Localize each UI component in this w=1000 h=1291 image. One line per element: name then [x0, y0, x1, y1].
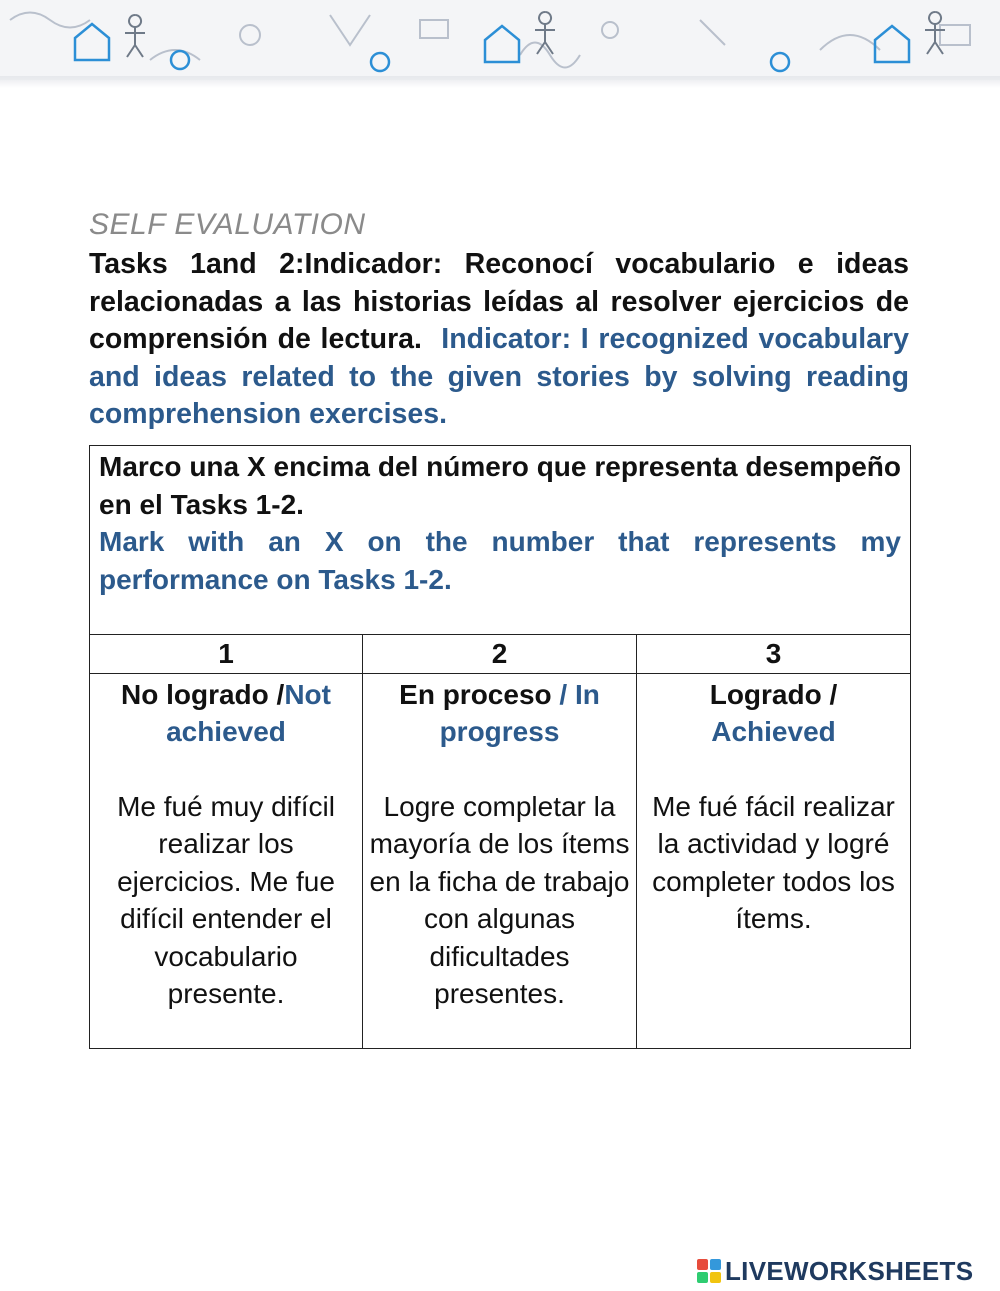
level-cell-2 — [363, 673, 637, 1048]
indicator-paragraph — [89, 246, 909, 434]
level-label-es: En proceso — [399, 678, 552, 710]
decorative-banner — [0, 0, 1000, 80]
instructions-cell — [90, 446, 911, 635]
level-label-en: Not achieved — [166, 678, 331, 747]
instructions-english: Mark with an X on the number that represents my performance on Tasks 1-2. — [99, 526, 901, 595]
brand-name: LIVEWORKSHEETS — [725, 1255, 974, 1286]
level-description: Me fué muy difícil realizar los ejercicios. Me fue difícil entender el vocabulario presente. — [117, 790, 335, 1009]
level-number-3[interactable]: 3 — [637, 635, 911, 674]
level-number-1[interactable]: 1 — [90, 635, 363, 674]
logo-blocks-icon — [697, 1259, 721, 1283]
liveworksheets-logo — [697, 1254, 973, 1288]
stick-figure-icon — [125, 15, 145, 57]
doodle-pattern — [0, 0, 1000, 80]
page-title: SELF EVALUATION — [89, 208, 366, 241]
level-label-en: / In progress — [439, 678, 600, 747]
indicator-english: Indicator: I recognized vocabulary and ideas related to the given stories by solving reading comprehension exercises. — [89, 323, 910, 430]
level-number-2[interactable]: 2 — [363, 635, 637, 674]
level-description: Logre completar la mayoría de los ítems en la ficha de trabajo con algunas dificultades presentes. — [369, 790, 630, 1009]
level-label-es: Logrado / — [709, 678, 838, 710]
rubric-table — [89, 445, 911, 1049]
level-label-en: Achieved — [711, 716, 836, 747]
instructions-spanish: Marco una X encima del número que representa desempeño en el Tasks 1-2. — [99, 451, 901, 520]
banner-shadow — [0, 76, 1000, 88]
level-cell-3 — [637, 673, 911, 1048]
indicator-spanish: Tasks 1and 2:Indicador: Reconocí vocabulario e ideas relacionadas a las historias leídas al resolver ejercicios de comprensión de lectura. — [89, 248, 909, 355]
house-icon — [75, 24, 109, 60]
level-label-es: No logrado / — [121, 678, 285, 710]
level-description: Me fué fácil realizar la actividad y logré completer todos los ítems. — [652, 790, 895, 934]
level-cell-1 — [90, 673, 363, 1048]
